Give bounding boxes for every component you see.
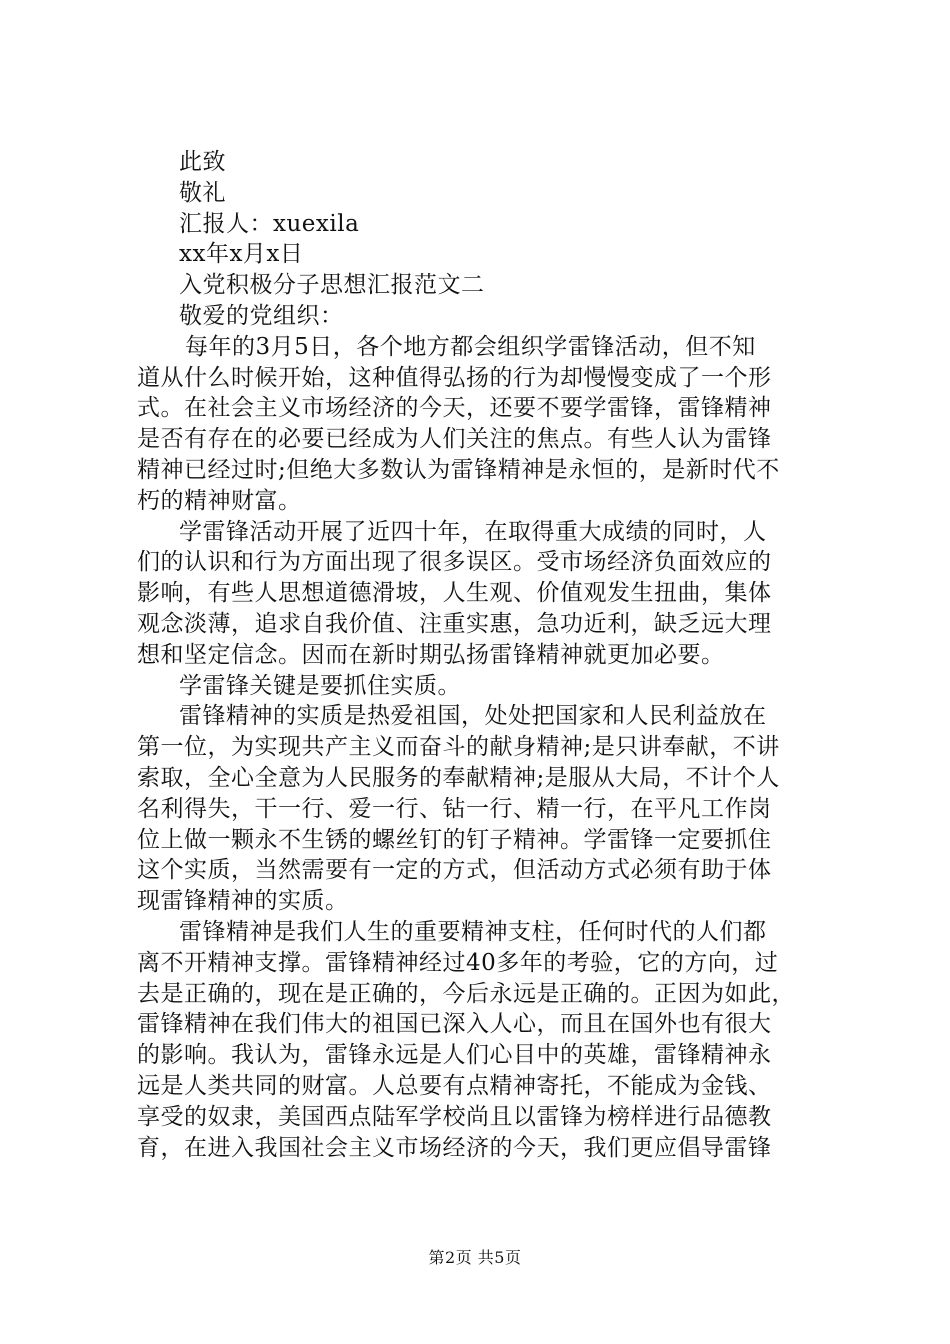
reporter-line: 汇报人：xuexila bbox=[179, 210, 360, 237]
paragraph-line: 雷锋精神的实质是热爱祖国，处处把国家和人民利益放在 bbox=[179, 703, 767, 730]
paragraph-line: 索取，全心全意为人民服务的奉献精神;是服从大局，不计个人 bbox=[137, 764, 780, 791]
paragraph-5 bbox=[137, 917, 837, 1163]
paragraph-line: 影响，有些人思想道德滑坡，人生观、价值观发生扭曲，集体 bbox=[137, 580, 772, 607]
paragraph-line: 享受的奴隶，美国西点陆军学校尚且以雷锋为榜样进行品德教 bbox=[137, 1103, 772, 1130]
paragraph-line: 名利得失，干一行、爱一行、钻一行、精一行，在平凡工作岗 bbox=[137, 795, 772, 822]
section-title: 入党积极分子思想汇报范文二 bbox=[179, 272, 485, 299]
paragraph-line: 们的认识和行为方面出现了很多误区。受市场经济负面效应的 bbox=[137, 549, 772, 576]
paragraph-3 bbox=[137, 671, 837, 702]
closing-regards: 敬礼 bbox=[179, 179, 226, 206]
paragraph-line: 学雷锋关键是要抓住实质。 bbox=[179, 672, 461, 699]
document-body bbox=[137, 147, 837, 1163]
paragraph-line: 离不开精神支撑。雷锋精神经过40多年的考验，它的方向，过 bbox=[137, 949, 779, 976]
paragraph-line: 想和坚定信念。因而在新时期弘扬雷锋精神就更加必要。 bbox=[137, 641, 725, 668]
paragraph-line: 去是正确的，现在是正确的，今后永远是正确的。正因为如此， bbox=[137, 980, 795, 1007]
greeting-line: 敬爱的党组织： bbox=[179, 302, 344, 329]
paragraph-2 bbox=[137, 517, 837, 671]
paragraph-line: 式。在社会主义市场经济的今天，还要不要学雷锋，雷锋精神 bbox=[137, 395, 772, 422]
date-line: xx年x月x日 bbox=[179, 241, 304, 268]
paragraph-line: 第一位，为实现共产主义而奋斗的献身精神;是只讲奉献，不讲 bbox=[137, 734, 780, 761]
paragraph-line: 雷锋精神在我们伟大的祖国已深入人心，而且在国外也有很大 bbox=[137, 1011, 772, 1038]
paragraph-line: 位上做一颗永不生锈的螺丝钉的钉子精神。学雷锋一定要抓住 bbox=[137, 826, 772, 853]
closing-salutation: 此致 bbox=[179, 149, 226, 175]
paragraph-line: 现雷锋精神的实质。 bbox=[137, 888, 349, 915]
paragraph-line: 是否有存在的必要已经成为人们关注的焦点。有些人认为雷锋 bbox=[137, 426, 772, 453]
paragraph-1 bbox=[137, 332, 837, 517]
page-footer bbox=[0, 1245, 950, 1268]
paragraph-line: 雷锋精神是我们人生的重要精神支柱，任何时代的人们都 bbox=[179, 918, 767, 945]
paragraph-line: 朽的精神财富。 bbox=[137, 487, 302, 514]
paragraph-line: 育，在进入我国社会主义市场经济的今天，我们更应倡导雷锋 bbox=[137, 1134, 772, 1161]
page-indicator: 第2页 共5页 bbox=[428, 1248, 522, 1267]
paragraph-line: 的影响。我认为，雷锋永远是人们心目中的英雄，雷锋精神永 bbox=[137, 1042, 772, 1069]
paragraph-line: 道从什么时候开始，这种值得弘扬的行为却慢慢变成了一个形 bbox=[137, 364, 772, 391]
paragraph-line: 学雷锋活动开展了近四十年，在取得重大成绩的同时，人 bbox=[179, 518, 767, 545]
paragraph-line: 观念淡薄，追求自我价值、注重实惠，急功近利，缺乏远大理 bbox=[137, 610, 772, 637]
paragraph-4 bbox=[137, 701, 837, 917]
paragraph-line: 每年的3月5日，各个地方都会组织学雷锋活动，但不知 bbox=[185, 333, 756, 360]
paragraph-line: 这个实质，当然需要有一定的方式，但活动方式必须有助于体 bbox=[137, 857, 772, 884]
paragraph-line: 远是人类共同的财富。人总要有点精神寄托，不能成为金钱、 bbox=[137, 1072, 772, 1099]
paragraph-line: 精神已经过时;但绝大多数认为雷锋精神是永恒的，是新时代不 bbox=[137, 456, 780, 483]
